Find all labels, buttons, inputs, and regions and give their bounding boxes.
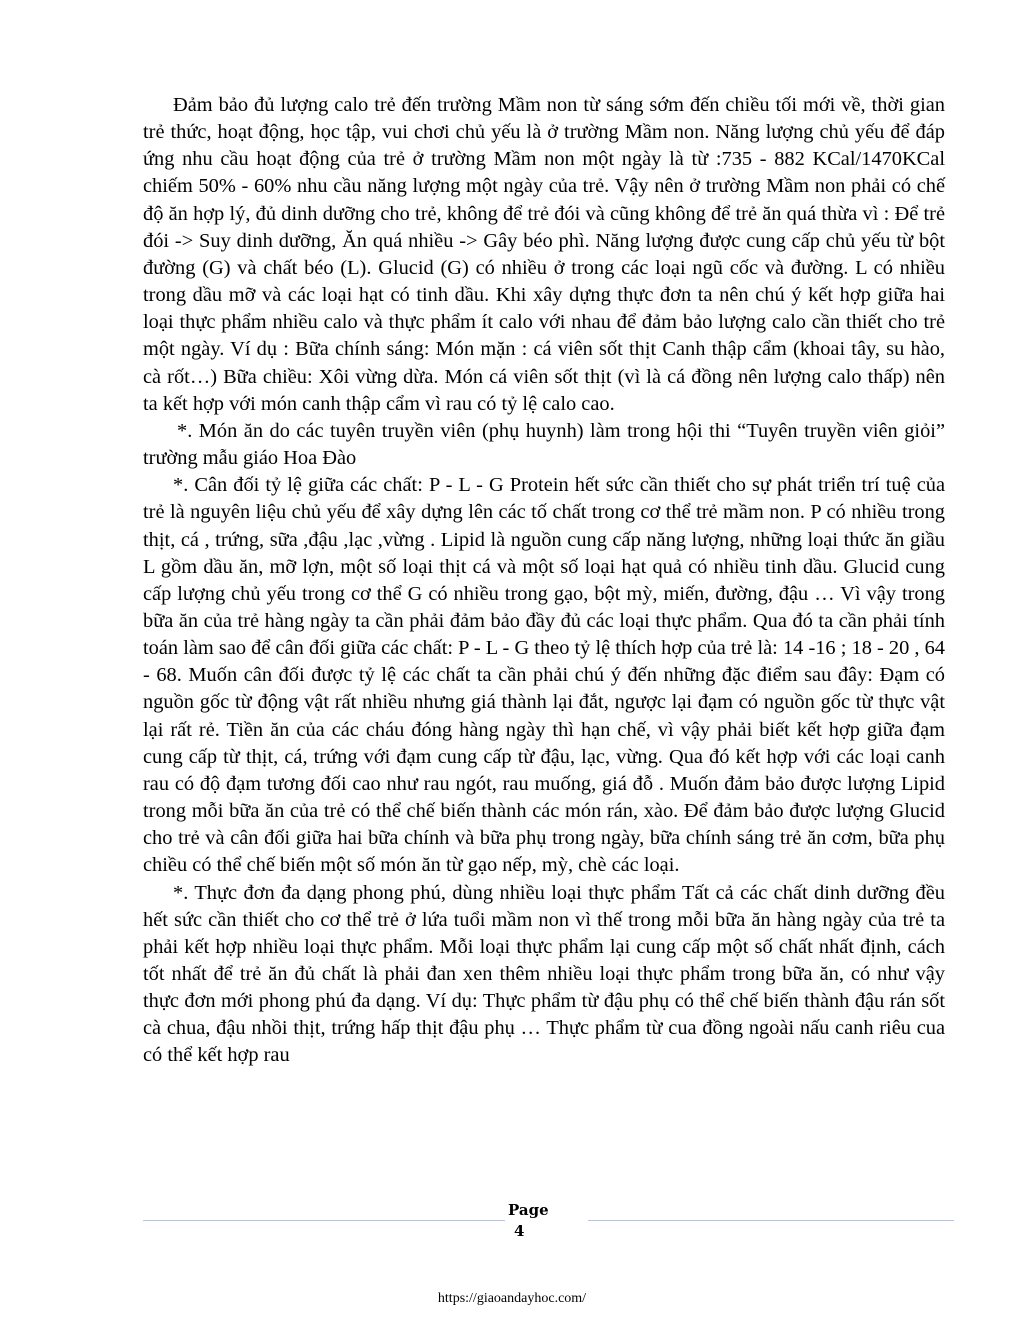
paragraph-varied-menu: *. Thực đơn đa dạng phong phú, dùng nhiều loại thực phẩm Tất cả các chất dinh dưỡng đều hết sức cần thiết cho cơ thể trẻ ở lứa tuổi mầm non vì thế trong mỗi bữa ăn hàng ngày của trẻ ta phải kết hợp nhiều loại thực phẩm. Mỗi loại thực phẩm lại cung cấp một số chất nhất định, cách tốt nhất để trẻ ăn đủ chất là phải đan xen thêm nhiều loại thực phẩm trong bữa ăn, có như vậy thực đơn mới phong phú đa dạng. Ví dụ: Thực phẩm từ đậu phụ có thể chế biến thành đậu rán sốt cà chua, đậu nhồi thịt, trứng hấp thịt đậu phụ … Thực phẩm từ cua đồng ngoài nấu canh riêu cua có thể kết hợp rau — [143, 881, 945, 1067]
document-body — [143, 92, 945, 1070]
paragraph-parent-contest: *. Món ăn do các tuyên truyền viên (phụ huynh) làm trong hội thi “Tuyên truyền viên giỏi” trường mẫu giáo Hoa Đào — [143, 419, 945, 470]
paragraph-calorie-balance: Đảm bảo đủ lượng calo trẻ đến trường Mầm non từ sáng sớm đến chiều tối mới về, thời gian trẻ thức, hoạt động, học tập, vui chơi chủ yếu là ở trường Mầm non. Năng lượng chủ yếu để đáp ứng nhu cầu hoạt động của trẻ ở trường Mầm non một ngày là từ :735 - 882 KCal/1470KCal chiếm 50% - 60% nhu cầu năng lượng một ngày của trẻ. Vậy nên ở trường Mầm non phải có chế độ ăn hợp lý, đủ dinh dưỡng cho trẻ, không để trẻ đói và cũng không để trẻ ăn quá thừa vì : Để trẻ đói -> Suy dinh dưỡng, Ăn quá nhiều -> Gây béo phì. Năng lượng được cung cấp chủ yếu từ bột đường (G) và chất béo (L). Glucid (G) có nhiều ở trong các loại ngũ cốc và đường. L có nhiều trong dầu mỡ và các loại hạt có tinh dầu. Khi xây dựng thực đơn ta nên chú ý kết hợp giữa hai loại thực phẩm nhiều calo và thực phẩm ít calo với nhau để đảm bảo lượng calo cần thiết cho trẻ một ngày. Ví dụ : Bữa chính sáng: Món mặn : cá viên sốt thịt Canh thập cẩm (khoai tây, su hào, cà rốt…) Bữa chiều: Xôi vừng dừa. Món cá viên sốt thịt (vì là cá đồng nên lượng calo thấp) nên ta kết hợp với món canh thập cẩm vì rau có tỷ lệ calo cao. — [143, 94, 945, 415]
source-url: https://giaoandayhoc.com/ — [437, 1291, 587, 1306]
page-word: Page — [508, 1201, 549, 1219]
page-number: 4 — [514, 1222, 525, 1240]
footer-rule-right — [588, 1220, 954, 1221]
page-number-label — [508, 1200, 568, 1242]
footer-rule-left — [143, 1220, 505, 1221]
paragraph-nutrient-ratio: *. Cân đối tỷ lệ giữa các chất: P - L - G Protein hết sức cần thiết cho sự phát triển trí tuệ của trẻ là nguyên liệu chủ yếu để xây dựng lên các tố chất trong cơ thể trẻ mầm non. P có nhiều trong thịt, cá , trứng, sữa ,đậu ,lạc ,vừng . Lipid là nguồn cung cấp năng lượng, những loại thức ăn giầu L gồm dầu ăn, mỡ lợn, một số loại thịt cá và một số loại hạt quả có nhiều tinh dầu. Glucid cung cấp lượng chủ yếu trong cơ thể G có nhiều trong gạo, bột mỳ, miến, đường, đậu … Vì vậy trong bữa ăn của trẻ hàng ngày ta cần phải đảm bảo đầy đủ các loại thực phẩm. Qua đó ta cần phải tính toán làm sao để cân đối giữa các chất: P - L - G theo tỷ lệ thích hợp của trẻ là: 14 -16 ; 18 - 20 , 64 - 68. Muốn cân đối được tỷ lệ các chất ta cần phải chú ý đến những đặc điểm sau đây: Đạm có nguồn gốc từ động vật rất nhiều nhưng giá thành lại đắt, ngược lại đạm có nguồn gốc từ thực vật lại rất rẻ. Tiền ăn của các cháu đóng hàng ngày thì hạn chế, vì vậy phải biết kết hợp giữa đạm cung cấp từ thịt, cá, trứng với đạm cung cấp từ đậu, lạc, vừng. Qua đó kết hợp với các loại canh rau có độ đạm tương đối cao như rau ngót, rau muống, giá đỗ . Muốn đảm bảo được lượng Lipid trong mỗi bữa ăn của trẻ có thể chế biến thành các món rán, xào. Để đảm bảo được lượng Glucid cho trẻ và cân đối giữa hai bữa chính và bữa phụ trong ngày, bữa chính sáng trẻ ăn cơm, bữa phụ chiều có thể chế biến một số món ăn từ gạo nếp, mỳ, chè các loại. — [143, 474, 945, 877]
